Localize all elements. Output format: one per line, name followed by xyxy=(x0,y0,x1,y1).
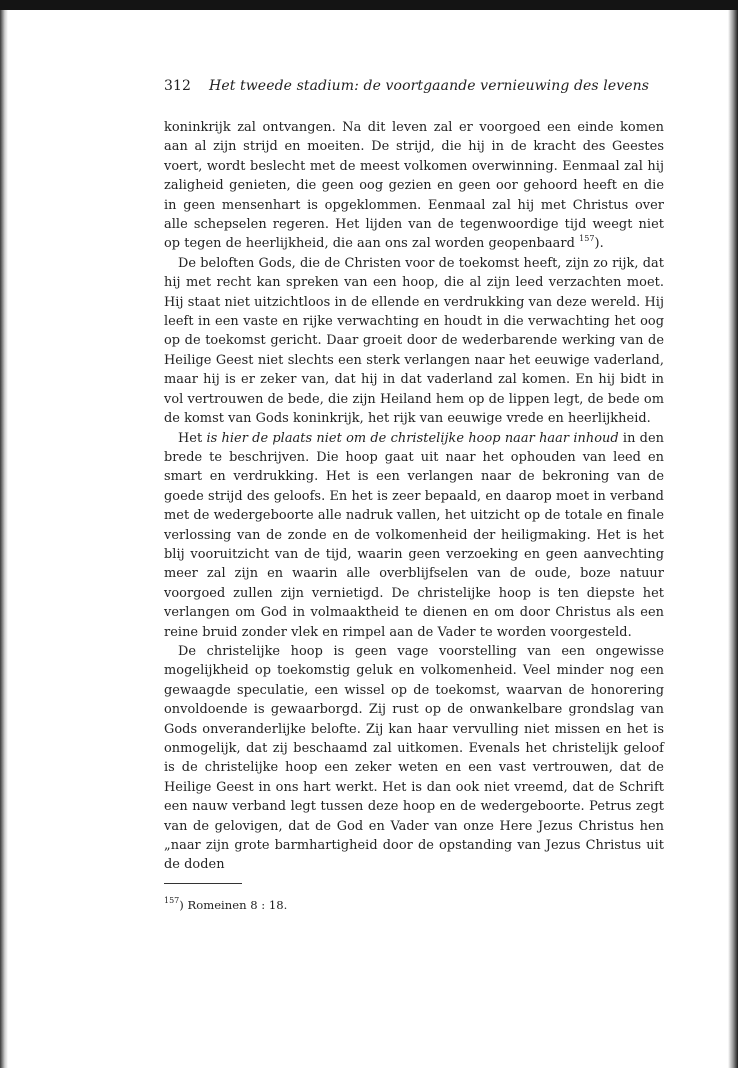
paragraph-1: koninkrijk zal ontvangen. Na dit leven zal er voorgoed een einde komen aan al zijn strijd en moeiten. De strijd, die hij in de kracht des Geestes voert, wordt beslecht met de meest volkomen overwinning. Eenmaal zal hij zaligheid genieten, die geen oog gezien en geen oor gehoord heeft en die in geen mensenhart is opgeklommen. Eenmaal zal hij met Christus over alle schepselen regeren. Het lijden van de tegenwoordige tijd weegt niet op tegen de heerlijkheid, die aan ons zal worden geopenbaard $^{157}$). xyxy=(164,120,664,252)
scan-top-edge xyxy=(0,0,738,10)
footnote-rule xyxy=(164,883,242,884)
footnote-text: ) Romeinen 8 : 18. xyxy=(179,897,288,912)
paragraph-4: De christelijke hoop is geen vage voorstelling van een ongewisse mogelijkheid op toekomstig geluk en volkomenheid. Veel minder nog een gewaagde speculatie, een wissel op de toekomst, waarvan de honorering onvoldoende is gewaarborgd. Zij rust op de onwankelbare grondslag van Gods onveranderlijke belofte. Zij kan haar vervulling niet missen en het is onmogelijk, dat zij beschaamd zal uitkomen. Evenals het christelijk geloof is de christelijke hoop een zeker weten en een vast vertrouwen, dat de Heilige Geest in ons hart werkt. Het is dan ook niet vreemd, dat de Schrift een nauw verband legt tussen deze hoop en de wedergeboorte. Petrus zegt van de gelovigen, dat de God en Vader van onze Here Jezus Christus hen „naar zijn grote barmhartigheid door de opstanding van Jezus Christus uit de doden xyxy=(164,643,664,873)
paragraph-3: Het is hier de plaats niet om de christelijke hoop naar haar inhoud in den brede te beschrijven. Die hoop gaat uit naar het ophouden van leed en smart en verdrukking. Het is een verlangen naar de bekroning van de goede strijd des geloofs. En het is zeer bepaald, en daarop moet in verband met de wedergeboorte alle nadruk vallen, het uitzicht op de totale en finale verlossing van de zonde en de volkomenheid der heiligmaking. Het is het blij vooruitzicht van de tijd, waarin geen verzoeking en geen aanvechting meer zal zijn en waarin alle overblijfselen van de oude, boze natuur voorgoed zullen zijn vernietigd. De christelijke hoop is ten diepste het verlangen om God in volmaaktheid te dienen en om door Christus als een reine bruid zonder vlek en rimpel aan de Vader te worden voorgesteld. xyxy=(164,430,664,640)
running-title: Het tweede stadium: de voortgaande vernieuwing des levens xyxy=(209,78,649,94)
footnote-number: 157 xyxy=(164,895,180,905)
footnote-ref: 157 xyxy=(579,234,595,244)
paragraph-2: De beloften Gods, die de Christen voor de toekomst heeft, zijn zo rijk, dat hij met recht kan spreken van een hoop, die al zijn leed verzachten moet. Hij staat niet uitzichtloos in de ellende en verdrukking van deze wereld. Hij leeft in een vaste en rijke verwachting en houdt in die verwachting het oog op de toekomst gericht. Daar groeit door de wederbarende werking van de Heilige Geest niet slechts een sterk verlangen naar het eeuwige vaderland, maar hij is er zeker van, dat hij in dat vaderland zal komen. En hij bidt in vol vertrouwen de bede, die zijn Heiland hem op de lippen legt, de bede om de komst van Gods koninkrijk, het rijk van eeuwige vrede en heerlijkheid. xyxy=(164,255,664,427)
emphasis: is hier de plaats niet om de christelijke hoop naar haar inhoud xyxy=(206,430,619,446)
scan-right-edge xyxy=(728,10,738,1068)
page-number: 312 xyxy=(164,78,192,94)
body-text xyxy=(164,118,664,875)
footnote xyxy=(164,895,664,912)
book-page xyxy=(164,78,664,912)
running-header xyxy=(164,78,664,102)
scan-left-edge xyxy=(0,10,8,1068)
